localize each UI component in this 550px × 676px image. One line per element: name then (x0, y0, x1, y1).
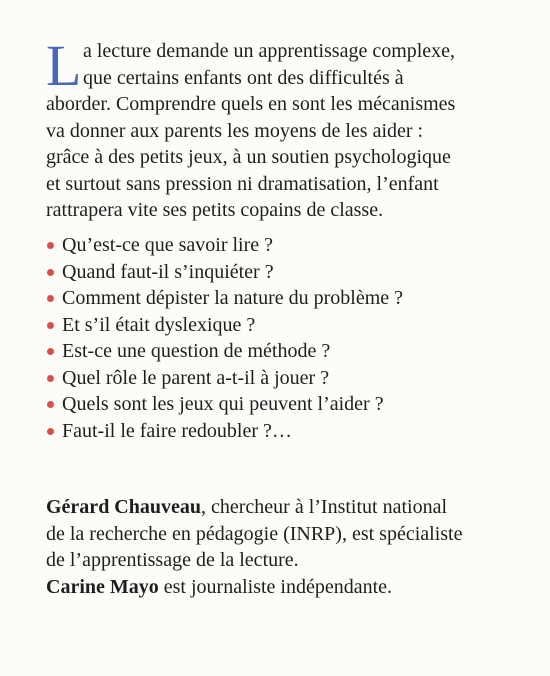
author-bio-line: de l’apprentissage de la lecture. (46, 549, 299, 571)
intro-line: rattrapera vite ses petits copains de classe. (46, 199, 384, 221)
question-item (46, 365, 526, 392)
question-text: Quel rôle le parent a-t-il à jouer ? (62, 366, 330, 389)
question-item (46, 259, 526, 286)
question-text: Est-ce une question de méthode ? (62, 340, 331, 362)
bullet-dot-icon (47, 401, 54, 408)
bullet-dot-icon (47, 348, 54, 355)
question-text: Quels sont les jeux qui peuvent l’aider ? (62, 393, 384, 415)
question-text: Quand faut-il s’inquiéter ? (62, 260, 274, 283)
question-text: Et s’il était dyslexique ? (62, 313, 256, 336)
intro-line: aborder. Comprendre quels en sont les mécanismes (46, 93, 456, 115)
question-item (46, 418, 526, 445)
author-bios (46, 494, 526, 600)
author-bio-text: est journaliste indépendante. (158, 575, 393, 598)
author-bio-line (46, 574, 526, 601)
question-text: Qu’est-ce que savoir lire ? (62, 234, 274, 256)
bullet-dot-icon (47, 269, 54, 276)
question-item (46, 232, 526, 259)
intro-line: et surtout sans pression ni dramatisation, l’enfant (46, 172, 439, 195)
author-bio-line: de la recherche en pédagogie (INRP), est spécialiste (46, 522, 463, 545)
question-item (46, 338, 526, 365)
author-name: Gérard Chauveau (46, 496, 201, 518)
drop-cap: L (46, 33, 82, 98)
bullet-dot-icon (47, 295, 54, 302)
intro-line: grâce à des petits jeux, à un soutien psychologique (46, 146, 451, 168)
intro-line: a lecture demande un apprentissage complexe, (83, 40, 456, 62)
intro-line: que certains enfants ont des difficultés à (83, 66, 404, 89)
question-text: Comment dépister la nature du problème ? (62, 287, 404, 309)
bullet-dot-icon (47, 242, 54, 249)
bullet-dot-icon (47, 375, 54, 382)
intro-line: va donner aux parents les moyens de les aider : (46, 119, 424, 142)
intro-paragraph (46, 33, 516, 224)
bullet-dot-icon (47, 322, 54, 329)
author-name: Carine Mayo (46, 575, 159, 598)
bullet-dot-icon (47, 428, 54, 435)
question-text: Faut-il le faire redoubler ?… (62, 419, 292, 442)
author-bio-text: , chercheur à l’Institut national (201, 496, 448, 518)
author-bio-line (46, 494, 526, 521)
question-item (46, 285, 526, 312)
question-list (46, 232, 526, 444)
question-item (46, 391, 526, 418)
question-item (46, 312, 526, 339)
